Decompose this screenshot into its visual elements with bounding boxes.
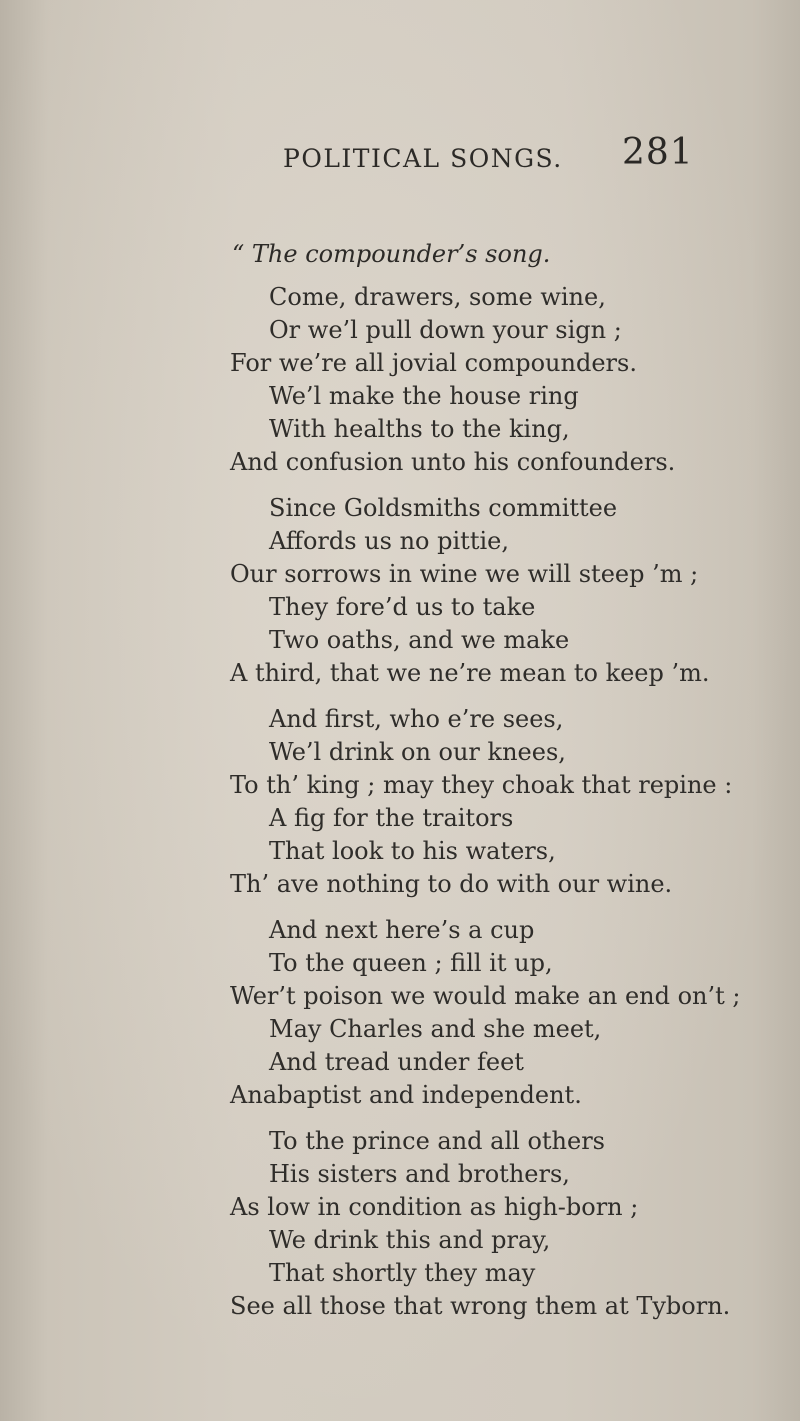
verse-line: Anabaptist and independent. — [230, 1081, 582, 1109]
verse-line: They fore’d us to take — [269, 593, 536, 621]
verse-line: Our sorrows in wine we will steep ’m ; — [230, 560, 699, 588]
page-number: 281 — [622, 132, 694, 173]
verse-line: That shortly they may — [269, 1259, 536, 1287]
verse-line: And first, who e’re sees, — [269, 705, 564, 733]
verse-line: Or we’l pull down your sign ; — [269, 316, 622, 344]
verse-line: We drink this and pray, — [269, 1226, 551, 1254]
verse-line: Come, drawers, some wine, — [269, 283, 606, 311]
verse-line: May Charles and she meet, — [269, 1015, 602, 1043]
verse-line: Wer’t poison we would make an end on’t ; — [230, 982, 741, 1010]
verse-line: A third, that we ne’re mean to keep ’m. — [230, 659, 710, 687]
verse-line: See all those that wrong them at Tyborn. — [230, 1292, 731, 1320]
verse-line: Affords us no pittie, — [269, 527, 509, 555]
verse-line: We’l drink on our knees, — [269, 738, 566, 766]
verse-line: Th’ ave nothing to do with our wine. — [230, 870, 673, 898]
verse-line: We’l make the house ring — [269, 382, 579, 410]
verse-line: A fig for the traitors — [269, 804, 514, 832]
verse-line: Two oaths, and we make — [269, 626, 570, 654]
verse-line: Since Goldsmiths committee — [269, 494, 618, 522]
verse-line: For we’re all jovial compounders. — [230, 349, 637, 377]
verse-line: And tread under feet — [269, 1048, 524, 1076]
verse-line: To th’ king ; may they choak that repine : — [230, 771, 733, 799]
verse-line: That look to his waters, — [269, 837, 556, 865]
song-title: “ The compounder’s song. — [232, 240, 551, 268]
running-head: POLITICAL SONGS. — [283, 144, 563, 173]
verse-line: And next here’s a cup — [269, 916, 535, 944]
verse-line: To the queen ; fill it up, — [269, 949, 553, 977]
verse-line: And confusion unto his confounders. — [230, 448, 676, 476]
verse-line: To the prince and all others — [269, 1127, 605, 1155]
verse-line: With healths to the king, — [269, 415, 570, 443]
verse-line: As low in condition as high-born ; — [230, 1193, 639, 1221]
verse-line: His sisters and brothers, — [269, 1160, 570, 1188]
